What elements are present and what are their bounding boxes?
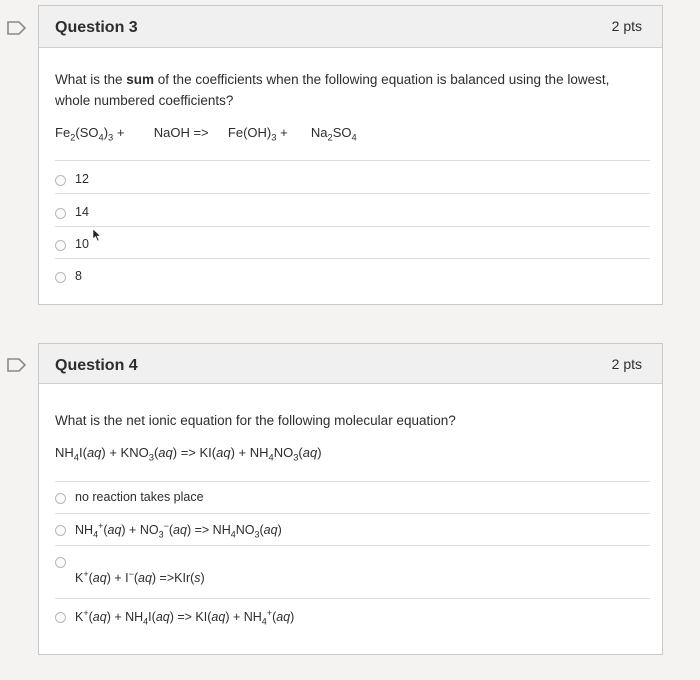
answer-option-10[interactable] — [55, 235, 650, 265]
answer-label: $NH_4^+(aq) + NO_3^-(aq) => NH_4NO_3(aq)$ — [75, 521, 282, 540]
answer-option-14[interactable] — [55, 203, 650, 233]
answer-divider — [55, 481, 650, 482]
mouse-cursor-icon — [92, 228, 102, 242]
answer-divider — [55, 598, 650, 599]
answer-divider — [55, 193, 650, 194]
answer-label: $K^+(aq) + NH_4I(aq) => KI(aq) + NH_4^+(aq)$ — [75, 608, 295, 627]
radio-button[interactable] — [55, 175, 66, 186]
answer-option-no-reaction[interactable] — [55, 489, 650, 519]
answer-option-8[interactable] — [55, 267, 650, 297]
question-4-header — [39, 344, 662, 384]
question-4-molecular-equation: $NH_4I(aq) + KNO_3(aq) => KI(aq) + NH_4NO_3(aq)$ — [55, 445, 322, 463]
radio-button[interactable] — [55, 557, 66, 568]
answer-option-ammonium-nitrate[interactable] — [55, 521, 650, 551]
question-4-points: 2 pts — [611, 356, 642, 372]
question-3-header — [39, 6, 662, 48]
answer-label: K+(aq) + I−(aq) =>KIr(s) — [75, 569, 205, 586]
radio-button[interactable] — [55, 612, 66, 623]
answer-divider — [55, 545, 650, 546]
radio-button[interactable] — [55, 525, 66, 536]
question-4-title: Question 4 — [55, 357, 138, 374]
answer-label: 10 — [75, 237, 89, 251]
answer-option-12[interactable] — [55, 170, 650, 200]
answer-option-potassium-iodide[interactable] — [55, 553, 650, 597]
question-3-title: Question 3 — [55, 19, 138, 36]
question-3-points: 2 pts — [611, 18, 642, 34]
answer-label: 12 — [75, 172, 89, 186]
radio-button[interactable] — [55, 272, 66, 283]
question-4-card — [38, 343, 663, 655]
answer-divider — [55, 226, 650, 227]
question-3-equation: $Fe_2(SO_4)_3$ + NaOH => $Fe(OH)_3 + Na_2SO_4$ — [55, 125, 357, 143]
answer-divider — [55, 160, 650, 161]
flag-question-icon[interactable] — [6, 357, 28, 373]
answer-label: 8 — [75, 269, 82, 283]
answer-divider — [55, 513, 650, 514]
flag-question-icon[interactable] — [6, 20, 28, 36]
answer-divider — [55, 258, 650, 259]
radio-button[interactable] — [55, 208, 66, 219]
answer-option-spectator[interactable] — [55, 606, 650, 636]
question-4-prompt: What is the net ionic equation for the following molecular equation? — [55, 413, 456, 428]
question-3-card — [38, 5, 663, 305]
answer-label: 14 — [75, 205, 89, 219]
answer-label: no reaction takes place — [75, 490, 204, 504]
radio-button[interactable] — [55, 493, 66, 504]
question-3-prompt: What is the sum of the coefficients when the following equation is balanced using the lowest, whole numbered coefficients? — [55, 72, 610, 108]
radio-button[interactable] — [55, 240, 66, 251]
